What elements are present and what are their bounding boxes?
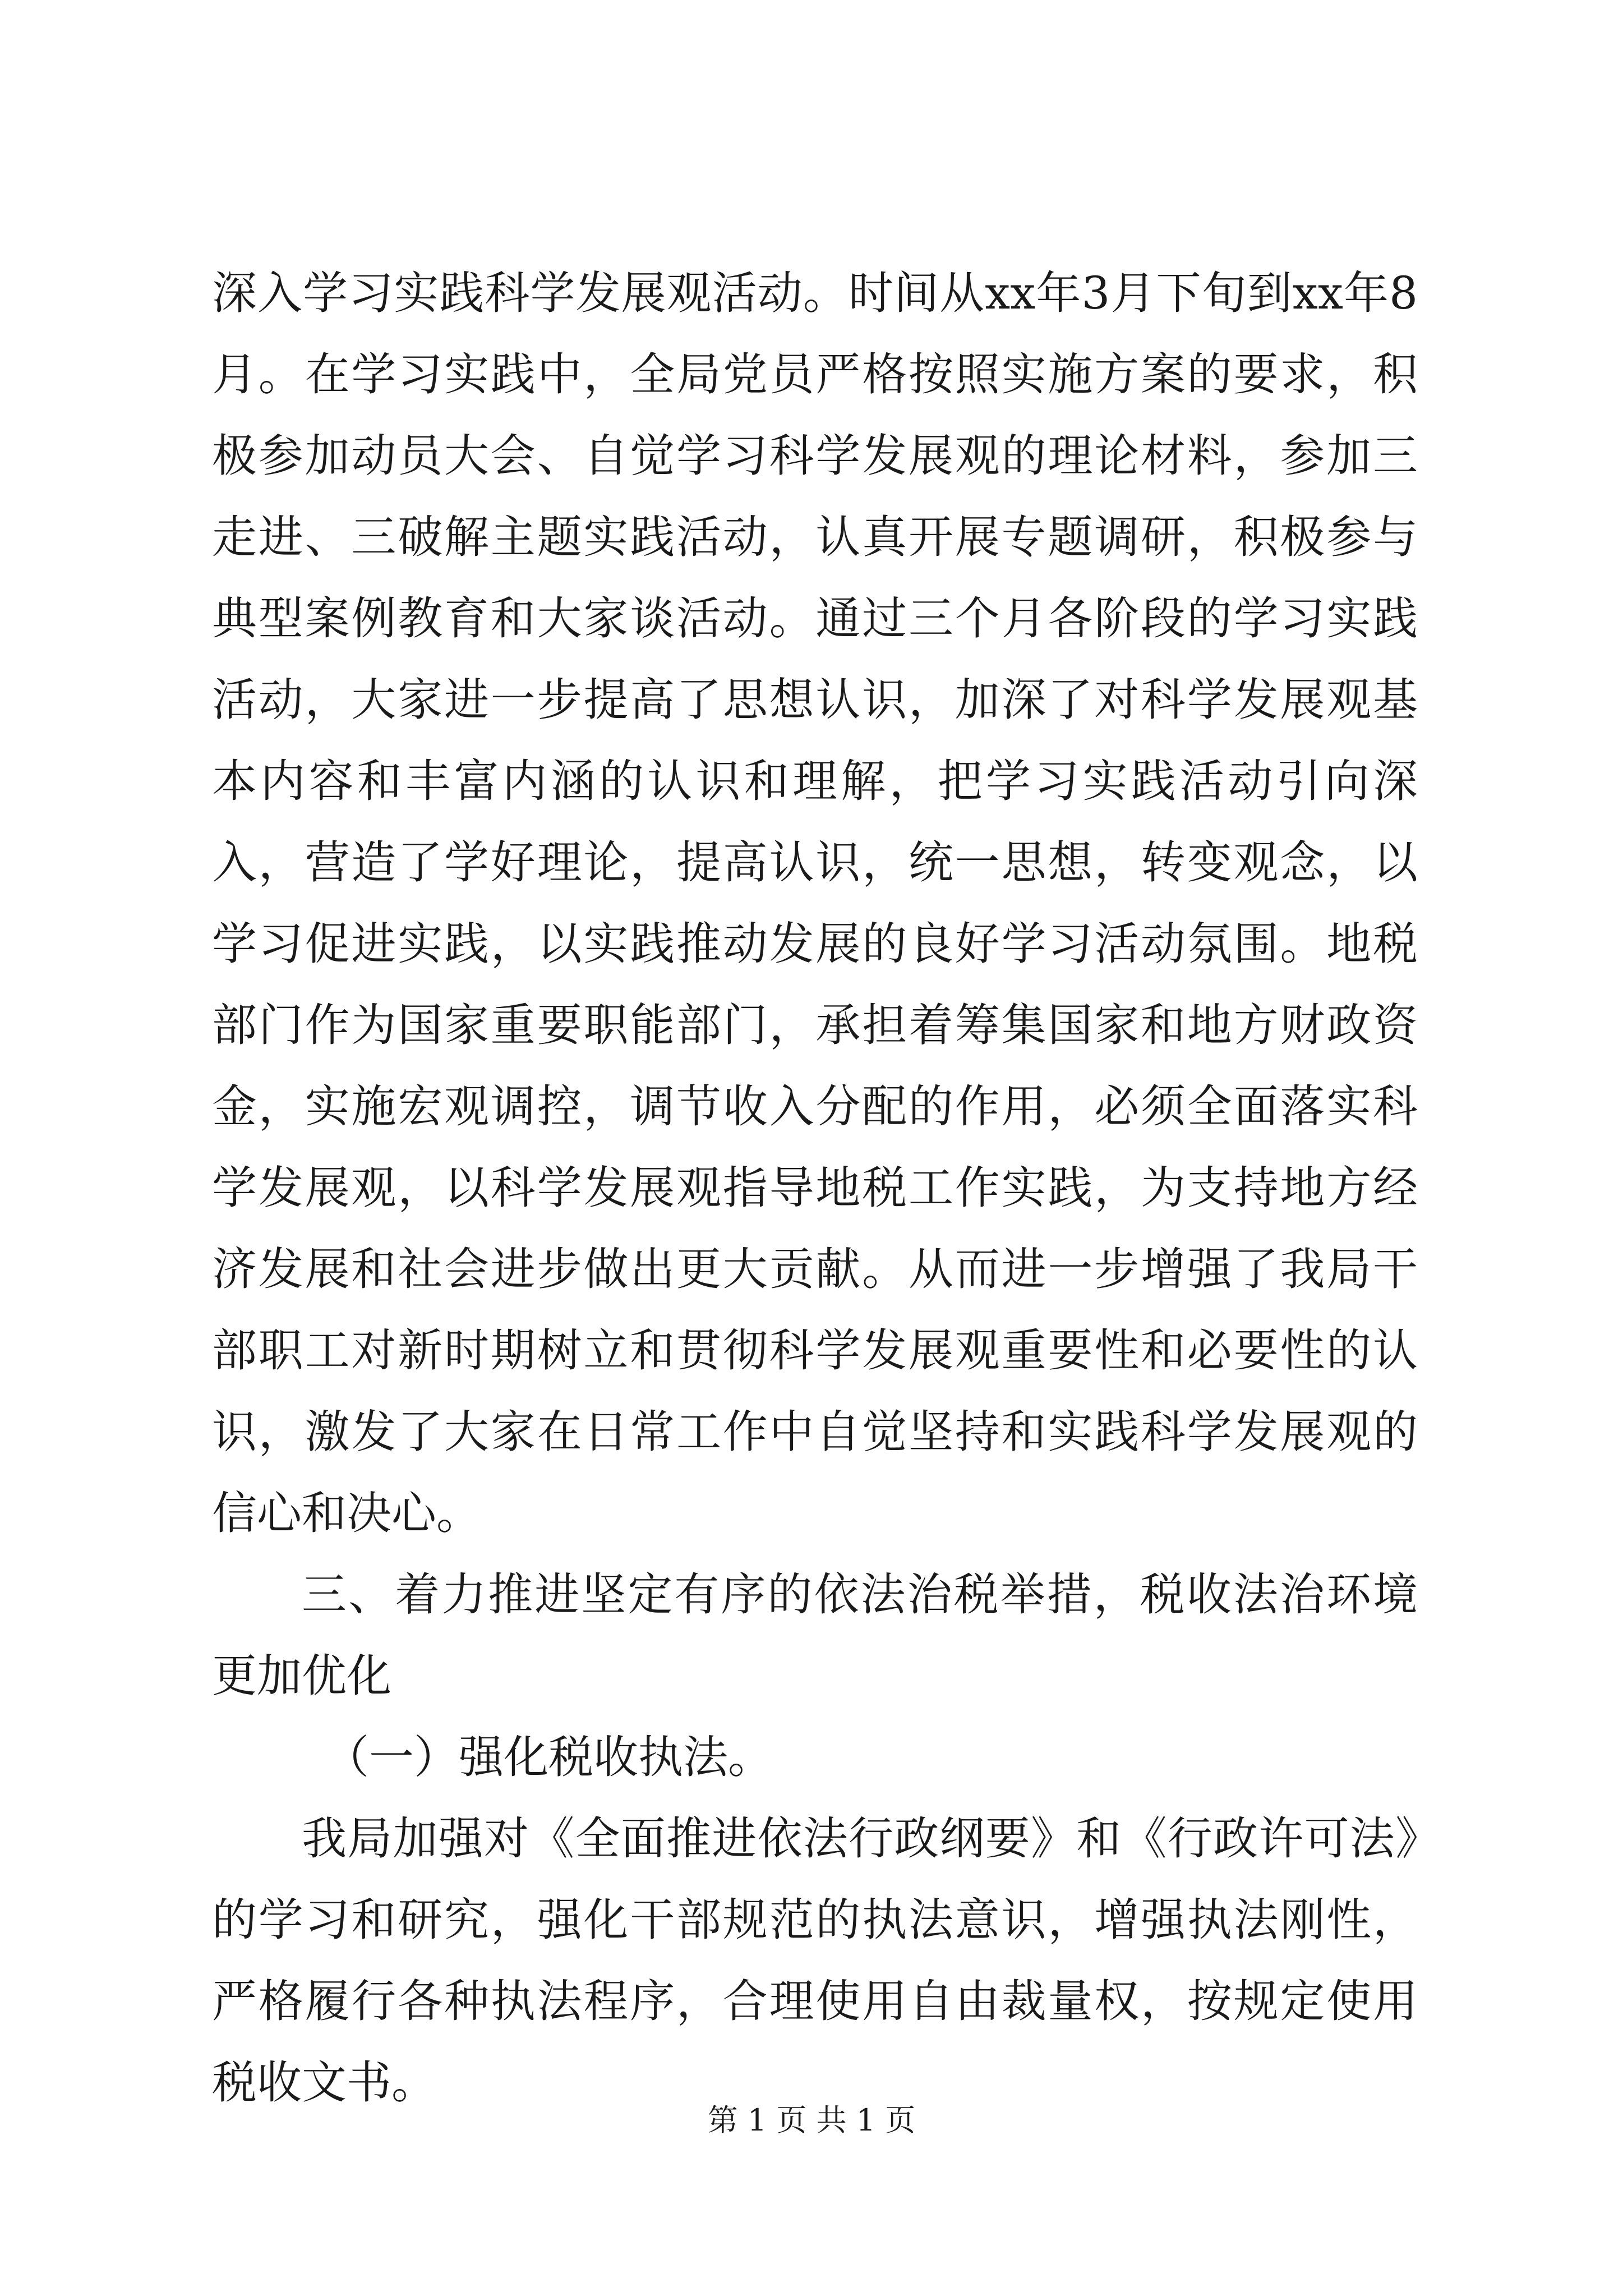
paragraph-activity-summary: 深入学习实践科学发展观活动。时间从xx年3月下旬到xx年8月。在学习实践中，全局党员严格按照实施方案的要求，积极参加动员大会、自觉学习科学发展观的理论材料，参加三走进、三破解主题实践活动，认真开展专题调研，积极参与典型案例教育和大家谈活动。通过三个月各阶段的学习实践活动，大家进一步提高了思想认识，加深了对科学发展观基本内容和丰富内涵的认识和理解，把学习实践活动引向深入，营造了学好理论，提高认识，统一思想，转变观念，以学习促进实践，以实践推动发展的良好学习活动氛围。地税部门作为国家重要职能部门，承担着筹集国家和地方财政资金，实施宏观调控，调节收入分配的作用，必须全面落实科学发展观，以科学发展观指导地税工作实践，为支持地方经济发展和社会进步做出更大贡献。从而进一步增强了我局干部职工对新时期树立和贯彻科学发展观重要性和必要性的认识，激发了大家在日常工作中自觉坚持和实践科学发展观的信心和决心。 <box>212 267 1418 1539</box>
page-number-label: 第 1 页 共 1 页 <box>707 2102 916 2138</box>
page-footer <box>0 2098 1623 2143</box>
section-heading-rule-of-law: 三、着力推进坚定有序的依法治税举措，税收法治环境更加优化 <box>212 1568 1418 1702</box>
document-body <box>212 252 1418 2123</box>
subsection-heading-enforcement: （一）强化税收执法。 <box>324 1731 773 1783</box>
paragraph-enforcement-detail: 我局加强对《全面推进依法行政纲要》和《行政许可法》的学习和研究，强化干部规范的执法意识，增强执法刚性，严格履行各种执法程序，合理使用自由裁量权，按规定使用税收文书。 <box>212 1812 1418 2109</box>
